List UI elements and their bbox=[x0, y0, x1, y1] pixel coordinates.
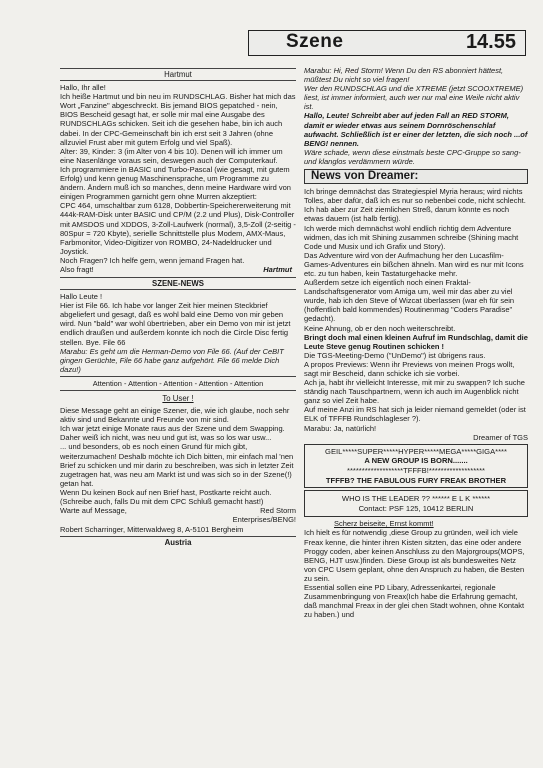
news-heading: News von Dreamer: bbox=[304, 169, 528, 184]
ad-line: Contact: PSF 125, 10412 BERLIN bbox=[358, 503, 474, 513]
divider bbox=[60, 376, 296, 377]
marabu-note: Marabu: Es geht um die Herman-Demo von File 66. (Auf der CeBIT gingen Gerüchte, File 66 habe ganz aufgehört. File 66 melde Dich dazu!) bbox=[60, 346, 284, 374]
attention-line: Attention - Attention - Attention - Attention - Attention bbox=[92, 378, 264, 388]
paragraph: Auf meine Anzi im RS hat sich ja leider niemand gemeldet (oder ist ELK of TFFFB Rundschlagleser ?). bbox=[304, 405, 526, 424]
paragraph: Ich bringe demnächst das Strategiespiel Myria heraus; wird nichts Tolles, aber dafür, daß ich es nur so nebenbei code, nicht schlecht. Ich hab aber zur Zeit ziemlichen Streß, darum könnte es noch etwas dauern (ist halb fertig). bbox=[304, 187, 526, 224]
ad-box-contact bbox=[304, 490, 528, 517]
paragraph: Ich heiße Hartmut und bin neu im RUNDSCHLAG. Bisher hat mich das Wort „Fanzine" abgeschreckt. Bis jemand BIOS gepatched - nein, BIOS Bescheid gesagt hat, er solle mir mal eine Ausgabe des RUNDSCHLAGs schicken. Seit ich die gesehen habe, bin ich auch dabei. In der CPC-Gemeinschaft bin ich erst seit 3 Jahren (ohne allzuviel Frust aber mit gutem Erfolg und viel Spaß). bbox=[60, 92, 296, 147]
paragraph: Bringt doch mal einen kleinen Aufruf im Rundschlag, damit die Leute Steve genug Routinen schicken ! bbox=[304, 332, 528, 351]
ad-line: *******************TFFFB!******************* bbox=[346, 465, 486, 475]
paragraph: Hallo, Ihr alle! bbox=[60, 83, 106, 93]
ad-box-tfffb bbox=[304, 444, 528, 488]
page-header bbox=[60, 22, 528, 58]
section-heading-to-user: To User ! bbox=[162, 394, 194, 403]
paragraph: CPC 464, umschaltbar zum 6128, Dobbertin-Speichererweiterung mit 444k-RAM-Disk unter BASIC und CP/M (2.2 und Plus), Disk-Controller mit AMSDOS und XDDOS, 3-Zoll-Laufwerk (normal), 3,5-Zoll (2-seitig - 80Spur = 720 Kbyte), serielle Schnittstelle plus Modem, AMX-Maus, Farbmonitor, Video-Digitizer von ROMBO, 24-Nadeldrucker und Joystick. bbox=[60, 201, 296, 256]
paragraph: Noch Fragen? Ich helfe gern, wenn jemand Fragen hat. bbox=[60, 255, 245, 265]
magazine-page bbox=[60, 22, 528, 757]
marabu-intro: Marabu: Hi, Red Storm! Wenn Du den RS abonniert hättest, müßtest Du nicht so viel fragen! bbox=[304, 66, 504, 85]
paragraph: Ach ja, habt ihr vielleicht Interesse, mit mir zu swappen? Ich suche ständig nach Tauschpartnern, wenn ich auch im Augenblick nicht ganz so viel Zeit habe. bbox=[304, 378, 525, 406]
signoff-row bbox=[60, 506, 296, 525]
section-heading-ernst: Scherz beiseite, Ernst kommt! bbox=[334, 519, 434, 529]
paragraph: Ich programmiere in BASIC und Turbo-Pascal (wie gesagt, mit gutem Erfolg) und kenn genug Maschinensprache, um Programme zu ändern. Ändern muß ich so manches, denn meine Hardware wird von einigen Programmen garnicht gern ohne Murren akzeptiert: bbox=[60, 164, 291, 202]
signoff-right: Red Storm Enterprises/BENG! bbox=[232, 506, 296, 525]
closing-line: Also fragt! bbox=[60, 264, 94, 274]
paragraph: Ich werde mich demnächst wohl endlich richtig dem Adventure widmen, das ich mit Shining zusammen schreibe (Shining macht Code und Musix und ich Grafix und Story). bbox=[304, 223, 519, 251]
section-heading-hartmut: Hartmut bbox=[60, 68, 296, 81]
marabu-line: Wer den RUNDSCHLAG und die XTREME (jetzt SCOOXTREME) liest, ist immer informiert, auch wer nur mal eine Weile nicht aktiv ist. bbox=[304, 84, 524, 112]
signature-row bbox=[60, 265, 296, 275]
paragraph: Marabu: Ja, natürlich! bbox=[304, 423, 377, 433]
ad-line: GEIL*****SUPER*****HYPER*****MEGA*****GIGA**** bbox=[325, 446, 507, 456]
page-title: Szene bbox=[286, 31, 344, 52]
page-number: 14.55 bbox=[465, 31, 516, 53]
ad-line: A NEW GROUP IS BORN....... bbox=[364, 456, 468, 466]
paragraph: A propos Previews: Wenn ihr Previews von meinen Progs wollt, sagt mir Bescheid, dann schicke ich sie vorbei. bbox=[304, 359, 515, 378]
marabu-line: Hallo, Leute! Schreibt aber auf jeden Fall an RED STORM, damit er wieder etwas aus seinem Dornröschenschlaf aufwacht. Schließlich ist er einer der letzten, die sich noch ...of BENG! nennen. bbox=[304, 111, 528, 148]
ad-line: WHO IS THE LEADER ?? ****** E L K ****** bbox=[341, 494, 491, 504]
paragraph: Außerdem setze ich eigentlich noch einen Fraktal-Landschaftsgenerator vom Amiga um, weil mir das aber zu viel wurde, hab ich den Steve of Wizcat überlassen (war eh für sein (hoffentlich bald kommendes) Routinenmag "Coders Paradise" gedacht). bbox=[304, 278, 515, 324]
divider bbox=[60, 390, 296, 391]
paragraph: Ich hielt es für notwendig ,diese Group zu gründen, weil ich viele Freax kenne, die hinter ihren Kisten sitzten, das eine oder andere Proggy coden, aber keinen Anschluss zu den Majorgroups(MOPS, BENG, HJT usw.)finden. Diese Group ist als bundesweites Netz von CPC Usern geplant, ohne den Anspruch zu haben, die Besten zu sein. bbox=[304, 528, 525, 583]
paragraph: ... und besonders, ob es noch einen Grund für mich gibt, weiterzumachen! Deshalb möchte ich Dich bitten, mir einfach mal 'nen Brief zu schicken und mir darin zu beschreiben, was sich in letzter Zeit zugetragen hat, was neu am Markt ist und was sich so in der Szene(!) getan hat. bbox=[60, 442, 294, 488]
paragraph: Diese Message geht an einige Szener, die, wie ich glaube, noch sehr aktiv sind und Bekannte und Freunde von mir sind. bbox=[60, 406, 290, 425]
section-heading-szene-news: SZENE-NEWS bbox=[60, 277, 296, 290]
news-signature: Dreamer of TGS bbox=[473, 432, 528, 442]
paragraph: Ich war jetzt einige Monate raus aus der Szene und dem Swapping. Daher weiß ich nicht, was neu und gut ist, was so los war usw... bbox=[60, 424, 285, 443]
signoff-left: Warte auf Message, bbox=[60, 506, 127, 516]
right-column bbox=[304, 66, 528, 619]
paragraph: Das Adventure wird von der Aufmachung her den Lucasfilm-Games-Adventures ein bißchen ähneln. Man wird es nur mit Icons etc. zu tun haben, kein Tastaturgehacke mehr. bbox=[304, 250, 524, 278]
address: Robert Scharringer, Mitterwaldweg 8, A-5101 Bergheim bbox=[60, 525, 244, 535]
ad-line: TFFFB? THE FABULOUS FURY FREAK BROTHER bbox=[325, 475, 507, 485]
marabu-line: Wäre schade, wenn diese einstmals beste CPC-Gruppe so sang-und klanglos verdämmern würde. bbox=[304, 147, 521, 166]
paragraph: Essential sollen eine PD Libary, Adressenkartei, regionale Zusammenbringung von Freax(Ich habe die Erfahrung gemacht, daß manchmal Freax in der glei chen Stadt wohnen, ohne Kontakt zu haben.) und bbox=[304, 582, 525, 620]
paragraph: Wenn Du keinen Bock auf nen Brief hast, Postkarte reicht auch. (Schreibe auch, falls Du mit dem CPC Schluß gemacht hast!) bbox=[60, 487, 272, 507]
left-column bbox=[60, 66, 296, 550]
paragraph: Hier ist File 66. Ich habe vor langer Zeit hier meinen Steckbrief abgeliefert und gesagt, daß es wohl bald eine Demo von mir geben wird. Nun "bald" war wohl übertrieben, aber ein Demo von mir ist jetzt endlich draußen und außerdem konnte ich noch die Circle Disc fertig stellen. Bye. File 66 bbox=[60, 301, 291, 347]
paragraph: Alter: 39, Kinder: 3 (im Alter von 4 bis 10). Denen will ich immer um eine Nasenlänge voraus sein, deswegen auch der Computerkauf. bbox=[60, 146, 283, 165]
paragraph: Die TGS-Meeting-Demo ("UnDemo") ist übrigens raus. bbox=[304, 350, 486, 360]
signature-hartmut: Hartmut bbox=[263, 264, 292, 274]
paragraph: Keine Ahnung, ob er den noch weiterschreibt. bbox=[304, 323, 456, 333]
paragraph: Hallo Leute ! bbox=[60, 292, 103, 302]
country-label: Austria bbox=[60, 536, 296, 548]
